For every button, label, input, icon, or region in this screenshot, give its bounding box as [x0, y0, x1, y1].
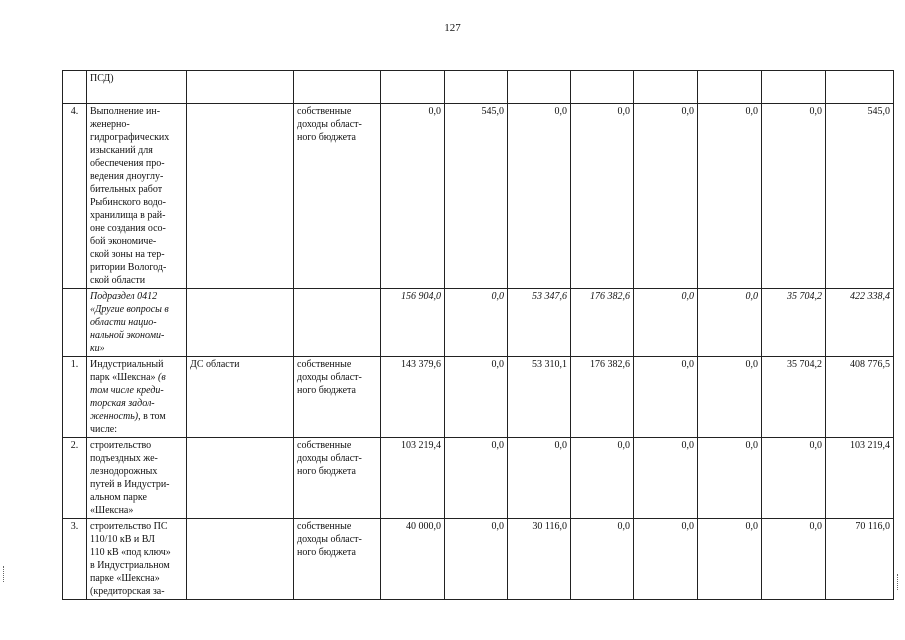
scan-edge-mark-left [3, 566, 6, 582]
table-row [63, 438, 894, 519]
row-value: 103 219,4 [381, 438, 445, 519]
row-value: 0,0 [698, 438, 762, 519]
row-value: 53 347,6 [508, 289, 571, 357]
row-index: 4. [63, 104, 87, 289]
row-value: 545,0 [445, 104, 508, 289]
cell-index [63, 71, 87, 104]
row-value: 408 776,5 [826, 357, 894, 438]
row-value: 30 116,0 [508, 519, 571, 600]
row-source [294, 289, 381, 357]
row-executor [187, 519, 294, 600]
row-executor [187, 104, 294, 289]
row-value: 143 379,6 [381, 357, 445, 438]
row-value: 35 704,2 [762, 289, 826, 357]
row-value: 53 310,1 [508, 357, 571, 438]
table-row-subsection [63, 289, 894, 357]
page-number: 127 [444, 22, 461, 34]
row-executor [187, 438, 294, 519]
row-value: 0,0 [634, 357, 698, 438]
row-name-plain: Индустриальный парк «Шексна» [90, 359, 164, 383]
row-value: 176 382,6 [571, 357, 634, 438]
row-value: 0,0 [762, 519, 826, 600]
row-value: 545,0 [826, 104, 894, 289]
row-value: 0,0 [698, 104, 762, 289]
row-value: 0,0 [698, 519, 762, 600]
row-name-italic: (в том числе креди- торская задол- женность) [90, 372, 166, 422]
cell-source [294, 71, 381, 104]
row-value: 0,0 [381, 104, 445, 289]
budget-table [62, 70, 894, 600]
row-value: 0,0 [508, 104, 571, 289]
row-value: 0,0 [762, 438, 826, 519]
row-value: 35 704,2 [762, 357, 826, 438]
scan-edge-mark-right [897, 574, 900, 590]
row-index: 1. [63, 357, 87, 438]
cell-value [381, 71, 445, 104]
row-source: собственные доходы област- ного бюджета [294, 438, 381, 519]
row-value: 0,0 [445, 438, 508, 519]
row-value: 0,0 [634, 519, 698, 600]
row-value: 0,0 [445, 289, 508, 357]
row-value: 0,0 [571, 104, 634, 289]
row-value: 103 219,4 [826, 438, 894, 519]
row-index [63, 289, 87, 357]
row-value: 0,0 [445, 357, 508, 438]
row-source: собственные доходы област- ного бюджета [294, 104, 381, 289]
row-value: 176 382,6 [571, 289, 634, 357]
cell-value [508, 71, 571, 104]
row-value: 0,0 [634, 289, 698, 357]
row-name: Подраздел 0412 «Другие вопросы в области нацио- нальной экономи- ки» [87, 289, 187, 357]
table-row [63, 519, 894, 600]
row-value: 70 116,0 [826, 519, 894, 600]
row-value: 0,0 [571, 519, 634, 600]
row-value: 0,0 [445, 519, 508, 600]
cell-value [826, 71, 894, 104]
table-row-continuation [63, 71, 894, 104]
row-value: 0,0 [634, 438, 698, 519]
row-index: 2. [63, 438, 87, 519]
cell-value [762, 71, 826, 104]
row-name-tail: , в том числе: [90, 411, 166, 435]
row-value: 0,0 [634, 104, 698, 289]
row-name [87, 357, 187, 438]
row-value: 422 338,4 [826, 289, 894, 357]
row-value: 0,0 [762, 104, 826, 289]
row-value: 0,0 [508, 438, 571, 519]
row-index: 3. [63, 519, 87, 600]
row-name: строительство подъездных же- лезнодорожных путей в Индустри- альном парке «Шексна» [87, 438, 187, 519]
row-value: 0,0 [698, 289, 762, 357]
table-row [63, 357, 894, 438]
row-name: Выполнение ин- женерно- гидрографических изысканий для обеспечения про- ведения дноуглу- бительных работ Рыбинского водо- хранилища в рай- оне создания осо- бой экономиче- ской зоны на тер- ритории Вологод- ской области [87, 104, 187, 289]
cell-value [571, 71, 634, 104]
cell-name: ПСД) [87, 71, 187, 104]
cell-executor [187, 71, 294, 104]
row-name: строительство ПС 110/10 кВ и ВЛ 110 кВ «под ключ» в Индустриальном парке «Шексна» (кредиторская за- [87, 519, 187, 600]
row-value: 40 000,0 [381, 519, 445, 600]
cell-value [698, 71, 762, 104]
row-value: 156 904,0 [381, 289, 445, 357]
cell-value [634, 71, 698, 104]
table-row [63, 104, 894, 289]
cell-value [445, 71, 508, 104]
row-value: 0,0 [571, 438, 634, 519]
row-source: собственные доходы област- ного бюджета [294, 357, 381, 438]
row-executor: ДС области [187, 357, 294, 438]
row-executor [187, 289, 294, 357]
row-value: 0,0 [698, 357, 762, 438]
row-source: собственные доходы област- ного бюджета [294, 519, 381, 600]
